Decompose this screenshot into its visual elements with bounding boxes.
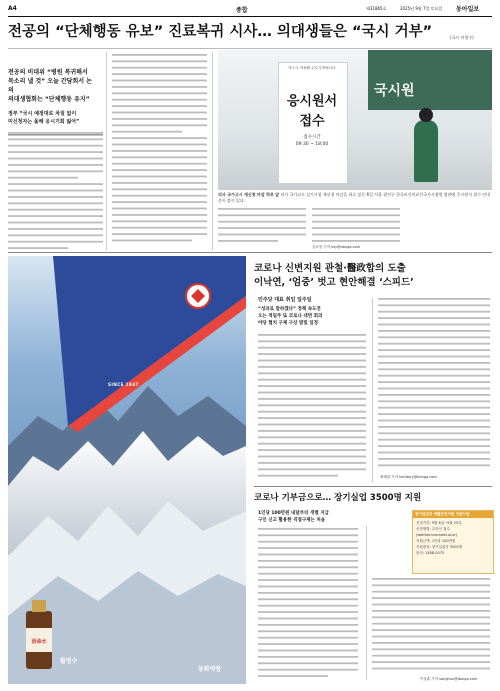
story1-sub-2: 오는 적립주 또 코로나 대면 회의 — [258, 314, 323, 319]
info-box-title: 장기실업자 생활안정지원 지원사업 — [413, 511, 493, 518]
issue-number: 제31865호 — [366, 6, 387, 11]
section-rule-2 — [254, 486, 492, 487]
photo-person — [414, 120, 438, 182]
wall-sign-text: 국시원 — [374, 83, 415, 99]
sign-hours: 09:30 ~ 18:00 — [295, 142, 329, 147]
photo-exam-office — [218, 50, 492, 190]
paper-name: 동아일보 — [456, 6, 480, 13]
ad-artwork — [8, 256, 246, 684]
info-box-line-4: 지원금액: 1인당 100만원 — [416, 539, 456, 543]
main-byline: 김소영 기자 ksy@donga.com — [312, 245, 361, 249]
story1-headline-2: 이낙연, ‘엄중’ 벗고 현안해결 ‘스피드’ — [254, 277, 414, 288]
story1-sub-1: “성과로 말하겠다” 정책 속도전 — [258, 307, 321, 312]
issue-date: 2025년 9월 7일 토요일 — [400, 6, 443, 11]
lead-line-2: 목소리 낼 것” 오늘 간담회서 논의 — [8, 78, 92, 94]
info-box-line-3: (welfare.kcomwel.or.kr) — [416, 533, 458, 537]
photo-caption — [218, 192, 492, 204]
info-box-line-6: 문의: 1588-0075 — [416, 551, 445, 555]
lead-box — [8, 68, 93, 126]
sub-line-2: 미신청자는 올해 응시기회 잃어” — [8, 119, 80, 125]
story1-headline-1: 코로나 신변지원 관철·醫政합의 도출 — [254, 263, 406, 274]
ad-product-name: 활명수 — [60, 658, 78, 665]
svg-text:活命水: 活命水 — [31, 639, 47, 645]
info-box-line-2: 신청방법: 온라인 접수 — [416, 527, 450, 531]
text-column-2 — [112, 52, 212, 252]
masthead-rule — [8, 16, 492, 17]
story1-kicker: 민주당 대표 취임 일주일 — [258, 297, 312, 303]
info-box-line-1: 신청기간: 9월 8일~9월 22일 — [416, 521, 462, 525]
section-rule-1 — [8, 252, 492, 253]
photo-caption-text: 의사 국가고시 실기시험 재신청 마감을 하루 앞둔 6일 서울 광진구 한국보건의료인국가시험원 별관에 응시원서 접수 안내문이 붙어 있다. — [218, 192, 491, 203]
story2-sub-1: 1인당 100만원 내달부터 개별 지급 — [258, 511, 329, 516]
story2-headline: 코로나 기부금으로… 장기실업 3500명 지원 — [254, 493, 422, 503]
sign-main-line-1: 응시원서 — [286, 94, 338, 109]
story1-text-columns — [254, 296, 494, 486]
story2-subheads — [258, 510, 378, 524]
photo-caption-bold: 의사 국가고시 재신청 마감 하루 앞 — [218, 192, 280, 197]
sign-time-label: 접수시간 — [303, 135, 321, 140]
story1-reporter: 최혜령 기자 herstory@donga.com — [380, 475, 437, 479]
story2-sub-2: 구인 신고 활용한 직접구제는 처음 — [258, 518, 326, 523]
headline-rule — [8, 48, 492, 49]
story1-column-divider — [372, 298, 373, 482]
page-number: A4 — [8, 5, 17, 12]
main-headline-note: (국시 미접수) — [450, 35, 474, 40]
story2-reporter: 이상훈 기자 sanghun@donga.com — [420, 677, 478, 681]
masthead — [8, 4, 492, 16]
sign-small-text: 마스크 착용해 주시기 바랍니다 — [288, 66, 336, 70]
sign-main-line-2: 접수 — [299, 114, 325, 129]
story2-text-columns — [254, 526, 494, 686]
main-headline: 전공의 “단체행동 유보” 진료복귀 시사… 의대생들은 “국시 거부” — [8, 24, 433, 40]
ad-since-label: SINCE 1947 — [108, 382, 139, 387]
story1-sub-3: 야당 협치 구체 구상 발빛 일정 — [258, 321, 318, 326]
column-divider-1 — [106, 52, 107, 250]
sub-line-1: 정부 “국시 예정대로 차질 없이 — [8, 111, 77, 117]
info-box-line-5: 지원대상: 장기실업자 3500명 — [416, 545, 463, 549]
lead-line-3: 의대생협회는 “단체행동 유지” — [8, 96, 90, 103]
section-name: 종합 — [236, 7, 248, 14]
story2-column-divider — [366, 526, 367, 680]
column-divider-2 — [212, 52, 213, 250]
advertisement — [8, 256, 246, 684]
ad-brand-name: 동화약품 — [198, 666, 222, 673]
lead-line-1: 전공의 비대위 “병원 복귀해서 — [8, 69, 88, 76]
